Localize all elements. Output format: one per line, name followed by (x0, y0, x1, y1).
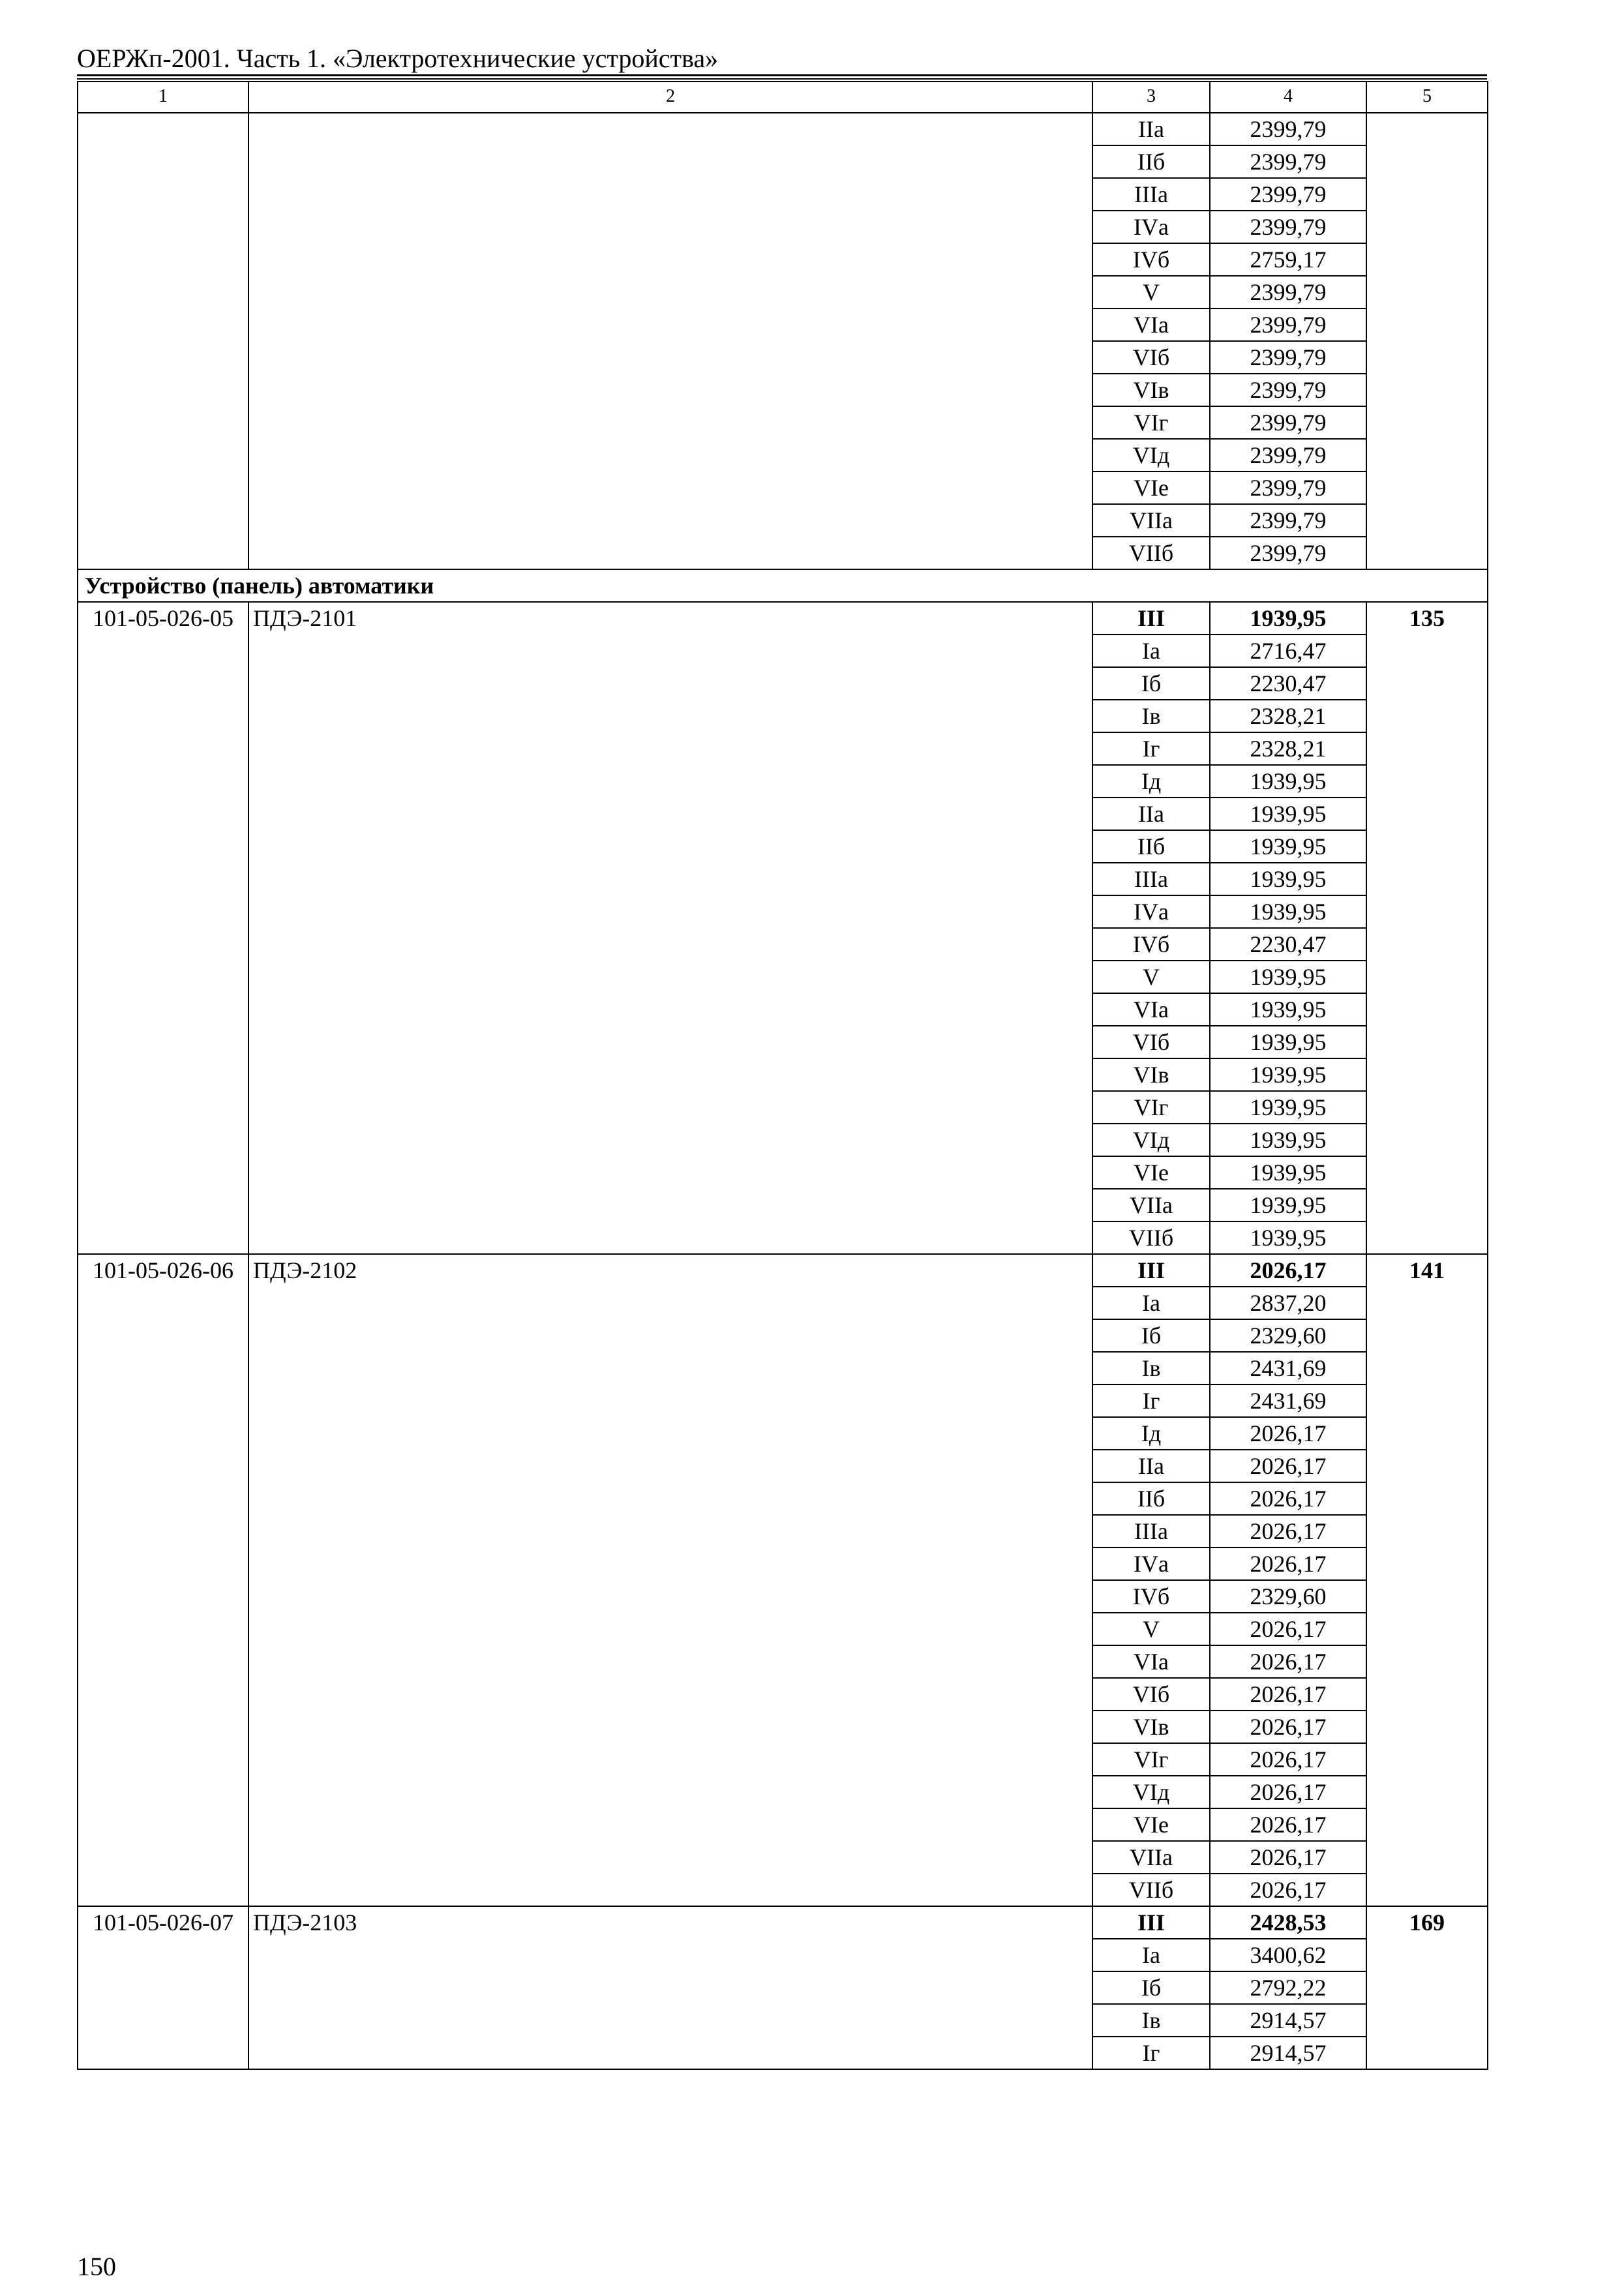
section-row (78, 569, 1488, 602)
price-cell: 2026,17 (1210, 1515, 1366, 1548)
price-cell: 2026,17 (1210, 1841, 1366, 1874)
price-cell: 2026,17 (1210, 1678, 1366, 1711)
price-cell: 2914,57 (1210, 2004, 1366, 2037)
column-number: 2 (248, 82, 1092, 113)
zone-cell: IVа (1092, 1548, 1210, 1580)
rates-table (77, 81, 1488, 2070)
zone-cell: IVа (1092, 895, 1210, 928)
price-cell: 2026,17 (1210, 1450, 1366, 1482)
zone-cell: IIа (1092, 1450, 1210, 1482)
price-cell: 2026,17 (1210, 1645, 1366, 1678)
zone-cell: IIIа (1092, 1515, 1210, 1548)
price-cell: 3400,62 (1210, 1939, 1366, 1971)
price-cell: 2026,17 (1210, 1254, 1366, 1287)
zone-cell: IVб (1092, 243, 1210, 276)
price-cell: 2914,57 (1210, 2037, 1366, 2069)
price-cell: 1939,95 (1210, 798, 1366, 830)
price-cell: 2399,79 (1210, 537, 1366, 569)
price-cell: 2399,79 (1210, 406, 1366, 439)
extra-cell (1366, 113, 1488, 569)
zone-cell: IIб (1092, 1482, 1210, 1515)
name-cell: ПДЭ-2102 (248, 1254, 1092, 1906)
price-cell: 2837,20 (1210, 1287, 1366, 1319)
zone-cell: VIд (1092, 1776, 1210, 1808)
zone-cell: VIб (1092, 341, 1210, 374)
price-cell: 2399,79 (1210, 504, 1366, 537)
name-cell: ПДЭ-2101 (248, 602, 1092, 1254)
price-cell: 2399,79 (1210, 471, 1366, 504)
section-title: Устройство (панель) автоматики (78, 569, 1488, 602)
price-cell: 2230,47 (1210, 667, 1366, 700)
name-cell: ПДЭ-2103 (248, 1906, 1092, 2069)
zone-cell: VIа (1092, 1645, 1210, 1678)
zone-cell: IVб (1092, 928, 1210, 961)
price-cell: 1939,95 (1210, 1189, 1366, 1221)
zone-cell: Iг (1092, 2037, 1210, 2069)
zone-cell: Iв (1092, 2004, 1210, 2037)
zone-cell: VIIа (1092, 1189, 1210, 1221)
extra-cell: 169 (1366, 1906, 1488, 2069)
zone-cell: VIе (1092, 1808, 1210, 1841)
zone-cell: VIа (1092, 993, 1210, 1026)
zone-cell: Iа (1092, 1939, 1210, 1971)
zone-cell: VIIа (1092, 504, 1210, 537)
zone-cell: Iб (1092, 1971, 1210, 2004)
zone-cell: Iб (1092, 1319, 1210, 1352)
price-cell: 2026,17 (1210, 1874, 1366, 1906)
price-cell: 1939,95 (1210, 1026, 1366, 1058)
zone-cell: V (1092, 961, 1210, 993)
zone-cell: VIе (1092, 471, 1210, 504)
price-cell: 2428,53 (1210, 1906, 1366, 1939)
zone-cell: VIд (1092, 1124, 1210, 1156)
zone-cell: Iв (1092, 1352, 1210, 1384)
extra-cell: 141 (1366, 1254, 1488, 1906)
zone-cell: III (1092, 602, 1210, 635)
zone-cell: III (1092, 1254, 1210, 1287)
price-cell: 2026,17 (1210, 1808, 1366, 1841)
zone-cell: IIб (1092, 830, 1210, 863)
zone-cell: IIа (1092, 798, 1210, 830)
price-cell: 2399,79 (1210, 276, 1366, 308)
extra-cell: 135 (1366, 602, 1488, 1254)
price-cell: 1939,95 (1210, 830, 1366, 863)
page-number: 150 (77, 2252, 116, 2281)
zone-cell: Iг (1092, 732, 1210, 765)
header-rule-secondary (77, 78, 1487, 80)
price-cell: 1939,95 (1210, 602, 1366, 635)
price-cell: 2026,17 (1210, 1776, 1366, 1808)
price-cell: 2399,79 (1210, 178, 1366, 211)
zone-cell: Iв (1092, 700, 1210, 732)
price-cell: 2328,21 (1210, 732, 1366, 765)
price-cell: 2230,47 (1210, 928, 1366, 961)
zone-cell: IIIа (1092, 178, 1210, 211)
price-cell: 1939,95 (1210, 961, 1366, 993)
price-cell: 2026,17 (1210, 1743, 1366, 1776)
price-cell: 2399,79 (1210, 145, 1366, 178)
zone-cell: Iд (1092, 765, 1210, 798)
zone-cell: VIв (1092, 1711, 1210, 1743)
code-cell (78, 113, 248, 569)
price-cell: 1939,95 (1210, 993, 1366, 1026)
price-cell: 1939,95 (1210, 1124, 1366, 1156)
price-cell: 2716,47 (1210, 635, 1366, 667)
price-cell: 2026,17 (1210, 1417, 1366, 1450)
code-cell: 101-05-026-05 (78, 602, 248, 1254)
column-number: 3 (1092, 82, 1210, 113)
zone-cell: VIб (1092, 1026, 1210, 1058)
zone-cell: IIа (1092, 113, 1210, 145)
zone-cell: VIг (1092, 406, 1210, 439)
price-cell: 2431,69 (1210, 1384, 1366, 1417)
price-cell: 2792,22 (1210, 1971, 1366, 2004)
price-cell: 2026,17 (1210, 1482, 1366, 1515)
zone-cell: Iг (1092, 1384, 1210, 1417)
table-row (78, 113, 1488, 145)
price-cell: 1939,95 (1210, 1091, 1366, 1124)
zone-cell: IIIа (1092, 863, 1210, 895)
zone-cell: IIб (1092, 145, 1210, 178)
zone-cell: VIд (1092, 439, 1210, 471)
rates-table-body (78, 82, 1488, 2069)
zone-cell: VIв (1092, 374, 1210, 406)
price-cell: 2026,17 (1210, 1613, 1366, 1645)
name-cell (248, 113, 1092, 569)
price-cell: 1939,95 (1210, 863, 1366, 895)
zone-cell: Iа (1092, 1287, 1210, 1319)
table-row (78, 602, 1488, 635)
price-cell: 2328,21 (1210, 700, 1366, 732)
price-cell: 2026,17 (1210, 1548, 1366, 1580)
price-cell: 2399,79 (1210, 113, 1366, 145)
zone-cell: VIа (1092, 308, 1210, 341)
price-cell: 2329,60 (1210, 1580, 1366, 1613)
zone-cell: IVб (1092, 1580, 1210, 1613)
zone-cell: Iд (1092, 1417, 1210, 1450)
zone-cell: Iб (1092, 667, 1210, 700)
price-cell: 2399,79 (1210, 374, 1366, 406)
zone-cell: VIг (1092, 1091, 1210, 1124)
zone-cell: VIг (1092, 1743, 1210, 1776)
price-cell: 1939,95 (1210, 895, 1366, 928)
price-cell: 2329,60 (1210, 1319, 1366, 1352)
column-number: 1 (78, 82, 248, 113)
price-cell: 2399,79 (1210, 341, 1366, 374)
price-cell: 2399,79 (1210, 211, 1366, 243)
zone-cell: V (1092, 1613, 1210, 1645)
price-cell: 2759,17 (1210, 243, 1366, 276)
zone-cell: VIв (1092, 1058, 1210, 1091)
table-row (78, 1906, 1488, 1939)
zone-cell: Iа (1092, 635, 1210, 667)
zone-cell: IVа (1092, 211, 1210, 243)
zone-cell: VIIб (1092, 1874, 1210, 1906)
column-number-row (78, 82, 1488, 113)
zone-cell: V (1092, 276, 1210, 308)
price-cell: 1939,95 (1210, 1058, 1366, 1091)
column-number: 5 (1366, 82, 1488, 113)
price-cell: 1939,95 (1210, 1221, 1366, 1254)
document-header: ОЕРЖп-2001. Часть 1. «Электротехнические устройства» (77, 44, 719, 73)
zone-cell: VIе (1092, 1156, 1210, 1189)
zone-cell: III (1092, 1906, 1210, 1939)
price-cell: 2399,79 (1210, 439, 1366, 471)
price-cell: 2399,79 (1210, 308, 1366, 341)
zone-cell: VIб (1092, 1678, 1210, 1711)
code-cell: 101-05-026-06 (78, 1254, 248, 1906)
zone-cell: VIIа (1092, 1841, 1210, 1874)
code-cell: 101-05-026-07 (78, 1906, 248, 2069)
price-cell: 1939,95 (1210, 765, 1366, 798)
table-row (78, 1254, 1488, 1287)
zone-cell: VIIб (1092, 1221, 1210, 1254)
zone-cell: VIIб (1092, 537, 1210, 569)
price-cell: 1939,95 (1210, 1156, 1366, 1189)
column-number: 4 (1210, 82, 1366, 113)
price-cell: 2431,69 (1210, 1352, 1366, 1384)
price-cell: 2026,17 (1210, 1711, 1366, 1743)
header-rule (77, 74, 1487, 76)
